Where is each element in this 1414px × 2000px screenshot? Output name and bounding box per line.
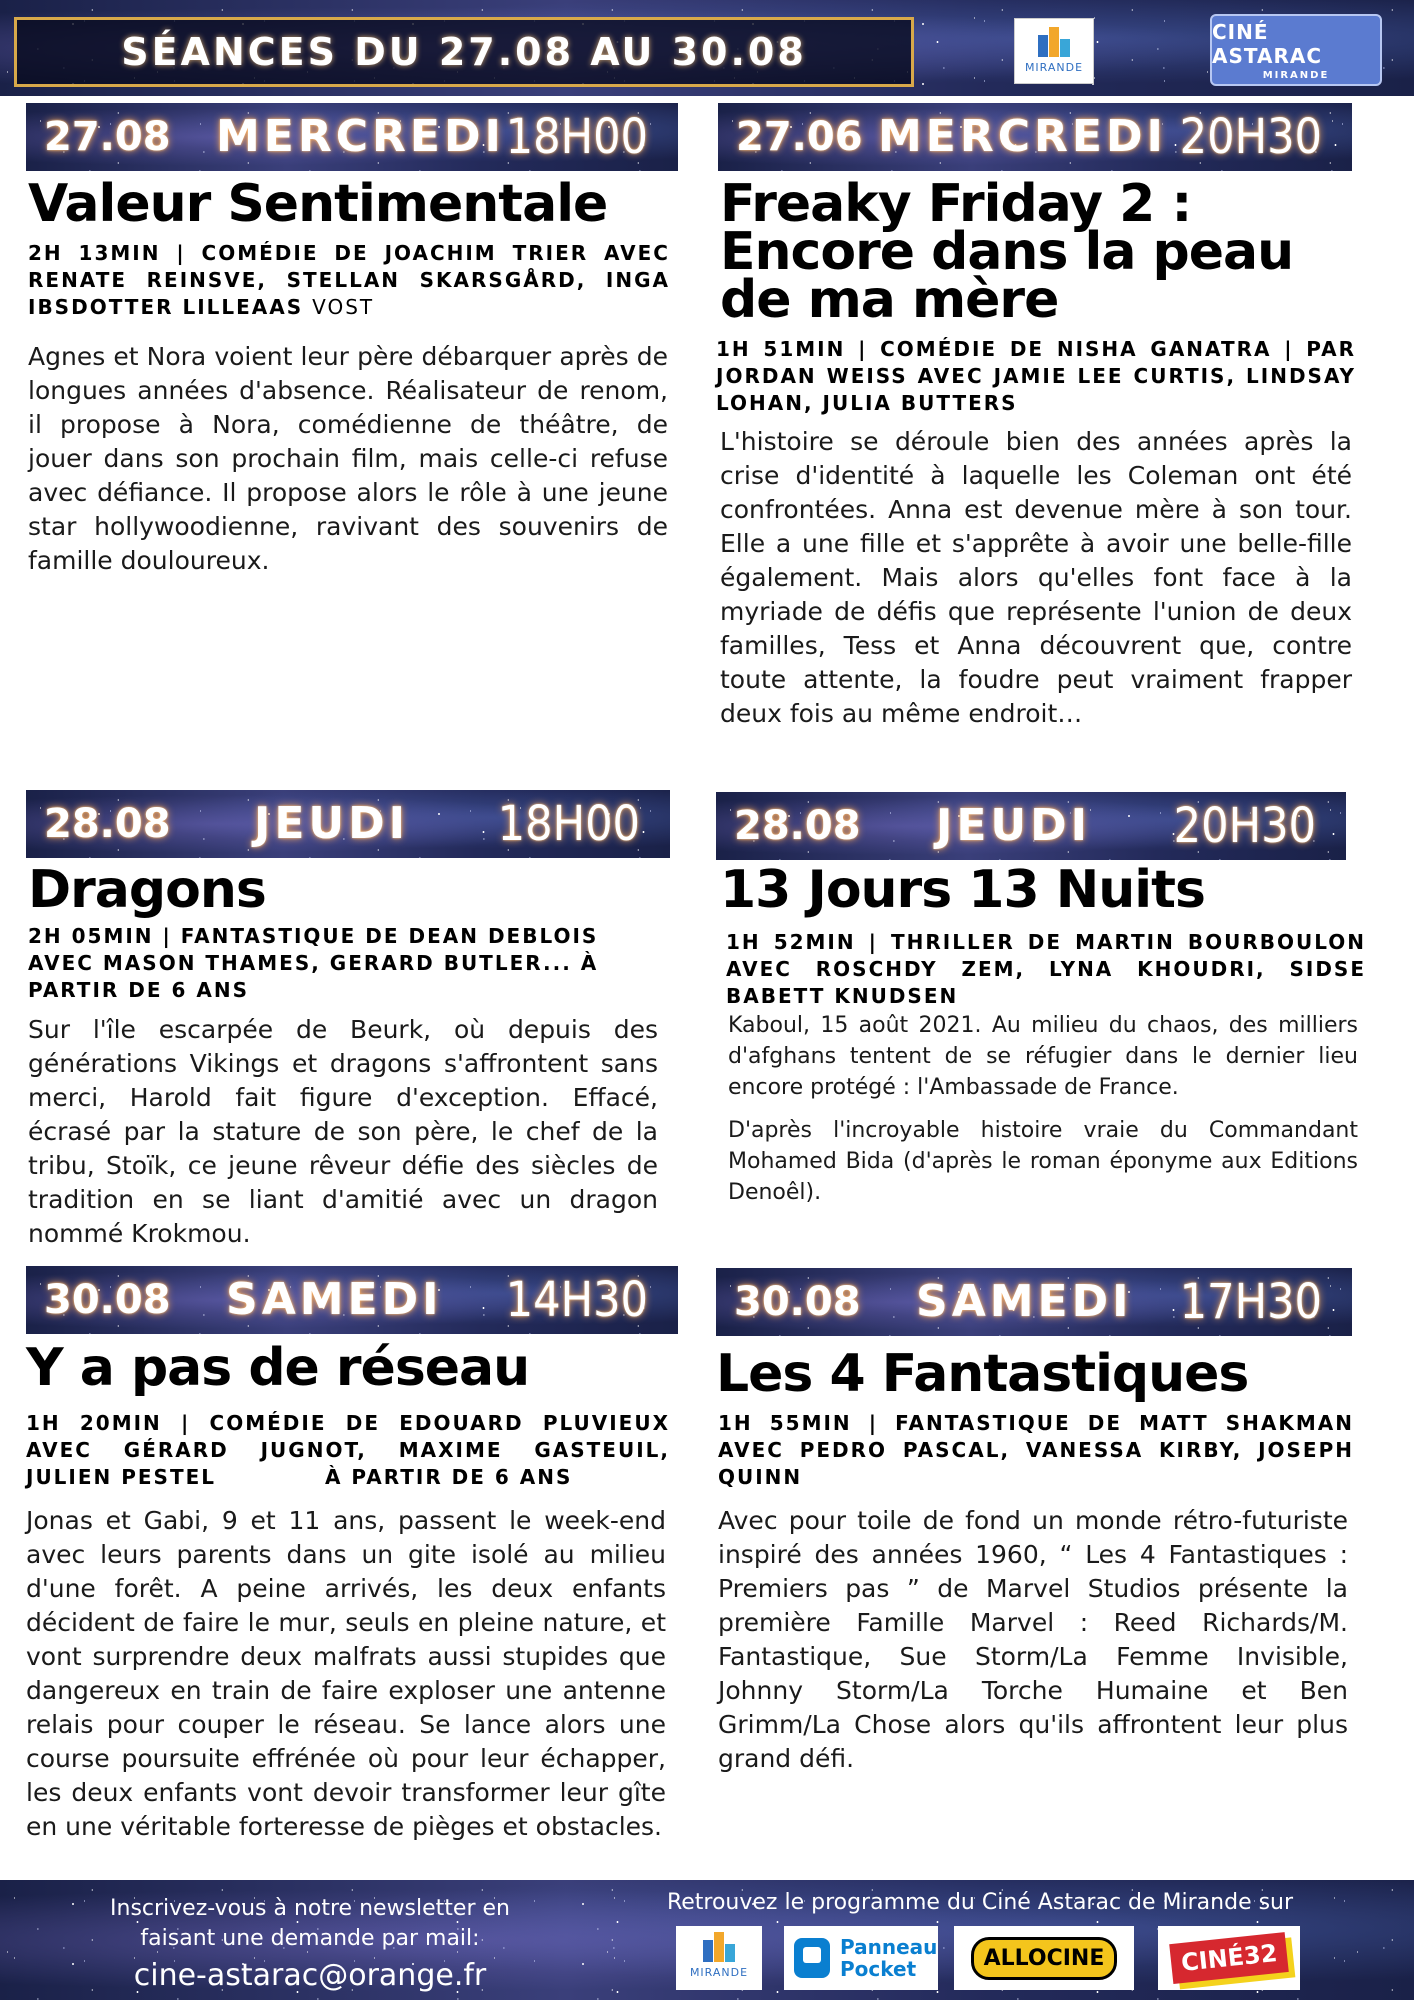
session-day: MERCREDI (216, 111, 505, 162)
panneau-pocket-line1: Panneau (840, 1935, 938, 1959)
synopsis-paragraph: Sur l'île escarpée de Beurk, où depuis des générations Vikings et dragons s'affrontent sans merci, Harold fait figure d'exception. Effacé, écrasé par la stature de son père, le chef de la tribu, Stoïk, ce jeune rêveur défie des siècles de tradition en se liant d'amitié avec un dragon nommé Krokmou. (28, 1015, 658, 1248)
session-banner (26, 790, 670, 858)
session-banner (716, 792, 1346, 860)
session-date: 27.06 (736, 114, 863, 160)
session-day: MERCREDI (878, 111, 1167, 162)
session-banner (718, 103, 1352, 171)
session-time: 18H00 (497, 796, 640, 852)
film-synopsis (728, 1010, 1358, 1220)
film-synopsis (26, 1504, 666, 1856)
session-day: JEUDI (254, 798, 410, 849)
newsletter-text-line2: faisant une demande par mail: (140, 1926, 480, 1951)
film-synopsis (718, 1504, 1348, 1788)
session-day: SAMEDI (226, 1274, 443, 1325)
film-meta-text: 2H 13MIN | COMÉDIE DE JOACHIM TRIER AVEC RENATE REINSVE, STELLAN SKARSGÅRD, INGA IBSDOTTER LILLEAAS (28, 241, 670, 319)
footer (0, 1880, 1414, 2000)
session-date: 28.08 (734, 803, 861, 849)
session-day: JEUDI (936, 800, 1092, 851)
film-age-rating: À PARTIR DE 6 ANS (324, 1465, 573, 1489)
session-time: 14H30 (505, 1272, 648, 1328)
cine32-logo[interactable] (1158, 1926, 1300, 1990)
session-date: 27.08 (44, 114, 171, 160)
film-title: Les 4 Fantastiques (716, 1344, 1249, 1404)
session-date: 30.08 (734, 1279, 861, 1325)
film-meta (718, 1410, 1354, 1491)
synopsis-paragraph: D'après l'incroyable histoire vraie du Commandant Mohamed Bida (d'après le roman éponyme aux Editions Denoêl). (728, 1118, 1358, 1205)
film-meta-text: 1H 20MIN | COMÉDIE DE EDOUARD PLUVIEUX AVEC GÉRARD JUGNOT, MAXIME GASTEUIL, JULIEN PESTEL (26, 1411, 670, 1489)
mirande-logo-text: MIRANDE (689, 1966, 749, 1979)
film-meta-text: 1H 52MIN | THRILLER DE MARTIN BOURBOULON AVEC ROSCHDY ZEM, LYNA KHOUDRI, SIDSE BABETT KNUDSEN (726, 930, 1366, 1008)
synopsis-paragraph: L'histoire se déroule bien des années après la crise d'identité à laquelle les Coleman ont été confrontées. Anna est devenue mère à son tour. Elle a une fille et s'apprête à avoir une belle-fille également. Mais alors qu'elles font face à la myriade de défis que représente l'union de deux familles, Tess et Anna découvrent que, contre toute attente, la foudre peut vraiment frapper deux fois au même endroit… (720, 427, 1352, 728)
session-banner (26, 1266, 678, 1334)
synopsis-paragraph: Kaboul, 15 août 2021. Au milieu du chaos, des milliers d'afghans tentent de se réfugier dans le dernier lieu encore protégé : l'Ambassade de France. (728, 1013, 1358, 1100)
page-title: SÉANCES DU 27.08 AU 30.08 (121, 30, 807, 74)
top-header (0, 0, 1414, 96)
panneau-pocket-icon (794, 1938, 830, 1978)
cine-astarac-logo-line2: MIRANDE (1262, 69, 1330, 81)
mirande-logo (1014, 18, 1094, 84)
film-meta-text: 1H 51MIN | COMÉDIE DE NISHA GANATRA | PAR JORDAN WEISS AVEC JAMIE LEE CURTIS, LINDSAY LOHAN, JULIA BUTTERS (716, 337, 1356, 415)
newsletter-text-line1: Inscrivez-vous à notre newsletter en (110, 1896, 510, 1921)
mirande-logo-text: MIRANDE (1024, 61, 1084, 74)
cine-astarac-logo (1210, 14, 1382, 86)
session-day: SAMEDI (916, 1276, 1133, 1327)
synopsis-paragraph: Agnes et Nora voient leur père débarquer après de longues années d'absence. Réalisateur de renom, il propose à Nora, comédienne de théâtre, de jouer dans son prochain film, mais celle-ci refuse avec défiance. Il propose alors le rôle à une jeune star hollywoodienne, ravivant des souvenirs de famille douloureux. (28, 342, 668, 575)
cine32-logo-text: CINÉ32 (1169, 1932, 1289, 1984)
film-synopsis (28, 1013, 658, 1263)
film-meta (726, 929, 1366, 1010)
film-title: Y a pas de réseau (26, 1338, 530, 1398)
film-meta (28, 240, 670, 321)
session-time: 18H00 (505, 109, 648, 165)
session-time: 20H30 (1173, 798, 1316, 854)
film-title: Dragons (28, 860, 266, 920)
allocine-logo-text: ALLOCINE (971, 1937, 1118, 1980)
allocine-logo[interactable] (954, 1926, 1134, 1990)
panneau-pocket-logo[interactable] (784, 1926, 938, 1990)
header-title-box (14, 17, 914, 87)
session-date: 30.08 (44, 1277, 171, 1323)
cine-astarac-logo-line1: CINÉ ASTARAC (1212, 19, 1323, 68)
session-banner (716, 1268, 1352, 1336)
synopsis-paragraph: Avec pour toile de fond un monde rétro-futuriste inspiré des années 1960, “ Les 4 Fantastiques : Premiers pas ” de Marvel Studios présente la première Famille Marvel : Reed Richards/M. Fantastique, Sue Storm/La Femme Invisible, Johnny Storm/La Torche Humaine et Ben Grimm/La Chose alors qu'ils affrontent leur plus grand défi. (718, 1506, 1348, 1773)
film-meta (28, 923, 668, 1004)
session-date: 28.08 (44, 801, 171, 847)
synopsis-paragraph: Jonas et Gabi, 9 et 11 ans, passent le week-end avec leurs parents dans un gite isolé au milieu d'une forêt. A peine arrivés, les deux enfants décident de faire le mur, seuls en pleine nature, et vont surprendre deux malfrats aussi stupides que dangereux en train de faire exploser une antenne relais pour couper le réseau. Se lance alors une course poursuite effrénée où pour leur échapper, les deux enfants vont devoir transformer leur gîte en une véritable forteresse de pièges et obstacles. (26, 1506, 666, 1841)
session-banner (26, 103, 678, 171)
panneau-pocket-line2: Pocket (840, 1957, 917, 1981)
film-meta (26, 1410, 670, 1491)
panneau-pocket-text (840, 1936, 937, 1980)
film-meta-text: 2H 05MIN | FANTASTIQUE DE DEAN DEBLOIS AVEC MASON THAMES, GERARD BUTLER... À PARTIR DE 6 ANS (28, 924, 599, 1002)
film-meta-text: 1H 55MIN | FANTASTIQUE DE MATT SHAKMAN AVEC PEDRO PASCAL, VANESSA KIRBY, JOSEPH QUINN (718, 1411, 1354, 1489)
film-title: 13 Jours 13 Nuits (720, 860, 1205, 920)
newsletter-block (90, 1894, 530, 1998)
mirande-logo-icon (1034, 25, 1074, 61)
newsletter-email-link[interactable]: cine-astarac@orange.fr (133, 1958, 487, 1993)
film-meta (716, 336, 1356, 417)
film-synopsis (28, 340, 668, 590)
film-title: Freaky Friday 2 : Encore dans la peau de ma mère (720, 174, 1294, 330)
film-synopsis (720, 425, 1352, 743)
session-time: 17H30 (1179, 1274, 1322, 1330)
mirande-logo-icon (699, 1930, 739, 1966)
film-title: Valeur Sentimentale (28, 174, 608, 234)
session-time: 20H30 (1179, 109, 1322, 165)
film-language-badge: VOST (312, 295, 375, 319)
find-program-text: Retrouvez le programme du Ciné Astarac de Mirande sur (666, 1890, 1294, 1915)
mirande-footer-logo[interactable] (676, 1926, 762, 1990)
